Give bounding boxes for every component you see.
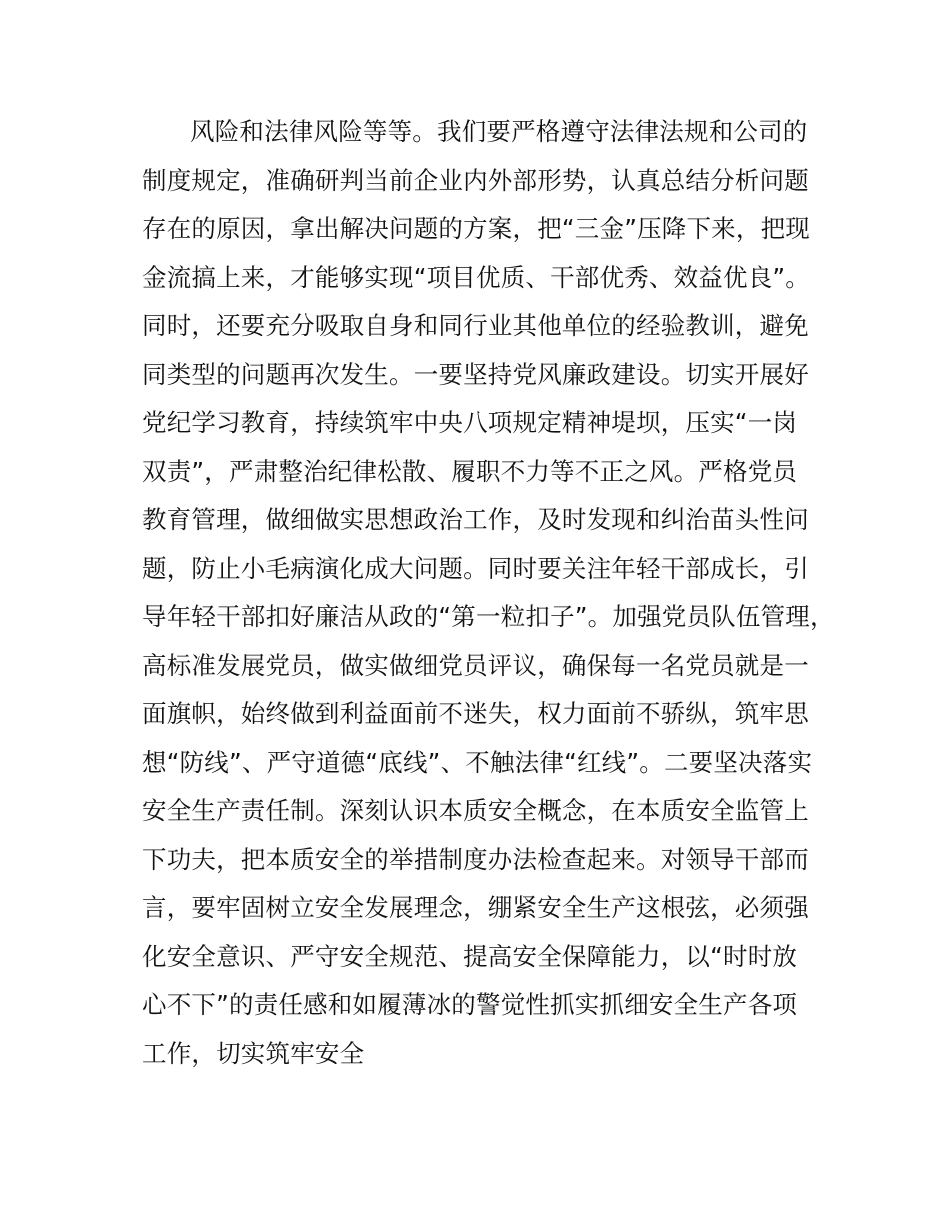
text-line: 制度规定，准确研判当前企业内外部形势，认真总结分析问题 — [142, 165, 809, 195]
text-line: 同时，还要充分吸取自身和同行业其他单位的经验教训，避免 — [142, 311, 809, 340]
body-paragraph — [142, 108, 842, 1078]
text-line: 党纪学习教育，持续筑牢中央八项规定精神堤坝，压实“一岗 — [142, 408, 798, 437]
text-line: 安全生产责任制。深刻认识本质安全概念，在本质安全监管上 — [142, 796, 809, 825]
text-line: 下功夫，把本质安全的举措制度办法检查起来。对领导干部而 — [142, 844, 809, 874]
text-line: 金流搞上来，才能够实现“项目优质、干部优秀、效益优良”。 — [142, 262, 810, 292]
text-line: 题，防止小毛病演化成大问题。同时要关注年轻干部成长，引 — [142, 553, 809, 583]
text-line: 导年轻干部扣好廉洁从政的“第一粒扣子”。加强党员队伍管理， — [142, 602, 835, 631]
text-line: 想“防线”、严守道德“底线”、不触法律“红线”。二要坚决落实 — [142, 747, 813, 777]
text-line: 风险和法律风险等等。我们要严格遵守法律法规和公司的 — [190, 117, 808, 146]
text-line: 面旗帜，始终做到利益面前不迷失，权力面前不骄纵，筑牢思 — [142, 699, 809, 728]
text-line: 存在的原因，拿出解决问题的方案，把“三金”压降下来，把现 — [142, 214, 810, 243]
text-line: 化安全意识、严守安全规范、提高安全保障能力，以“时时放 — [142, 941, 798, 971]
text-line: 教育管理，做细做实思想政治工作，及时发现和纠治苗头性问 — [142, 505, 809, 534]
text-line: 高标准发展党员，做实做细党员评议，确保每一名党员就是一 — [142, 650, 809, 680]
text-line: 同类型的问题再次发生。一要坚持党风廉政建设。切实开展好 — [142, 359, 809, 389]
text-line: 心不下”的责任感和如履薄冰的警觉性抓实抓细安全生产各项 — [142, 990, 798, 1019]
text-line: 双责”，严肃整治纪律松散、履职不力等不正之风。严格党员 — [142, 456, 798, 486]
text-line: 言，要牢固树立安全发展理念，绷紧安全生产这根弦，必须强 — [142, 893, 809, 922]
text-line: 工作，切实筑牢安全 — [142, 1038, 365, 1068]
